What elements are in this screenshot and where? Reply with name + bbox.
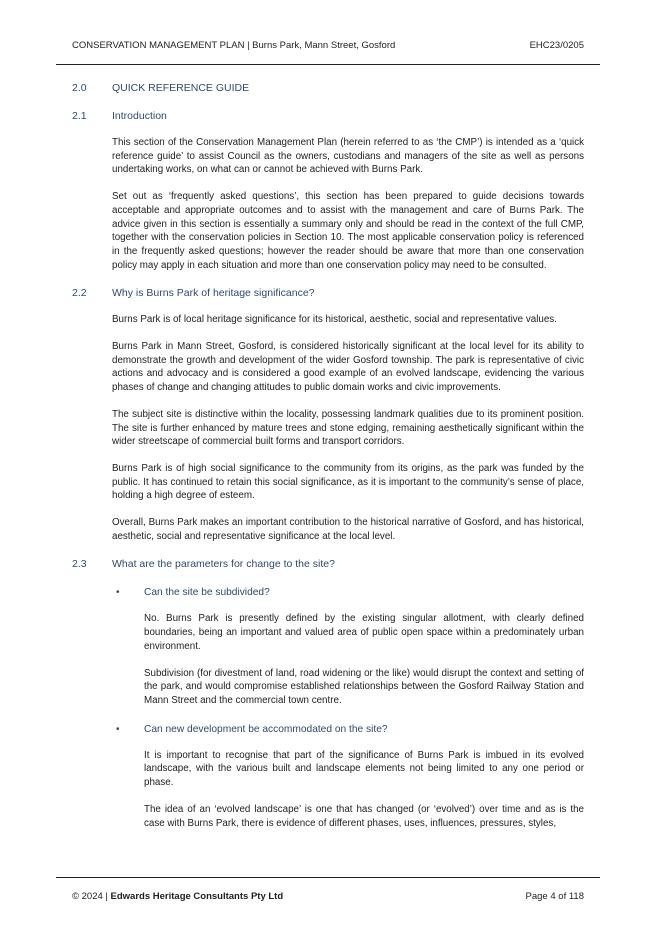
section-number: 2.1 [72, 110, 87, 122]
header-document-title: CONSERVATION MANAGEMENT PLAN | Burns Park, Mann Street, Gosford [72, 40, 396, 51]
section-title: QUICK REFERENCE GUIDE [112, 82, 250, 94]
page-header [72, 40, 584, 51]
faq-question-title: Can the site be subdivided? [144, 587, 270, 599]
section-number: 2.0 [72, 82, 87, 94]
footer-copyright: © 2024 | [72, 891, 108, 902]
section-heading-2-0 [72, 82, 584, 95]
paragraph: Burns Park is of high social significance to the community from its origins, as the park was funded by the public. It has continued to retain this social significance, as it is important to the community’s sense of place, holding a high degree of esteem. [112, 462, 584, 502]
faq-question-subdivision [112, 586, 584, 599]
paragraph: Subdivision (for divestment of land, road widening or the like) would disrupt the context and setting of the park, and would compromise established relationships between the Gosford Railway Station and Mann Street and the commercial town centre. [144, 667, 584, 706]
section-title: What are the parameters for change to the site? [112, 558, 335, 571]
footer-company-name: Edwards Heritage Consultants Pty Ltd [110, 891, 284, 902]
paragraph: Burns Park is of local heritage significance for its historical, aesthetic, social and representative values. [112, 314, 557, 326]
section-heading-2-1 [72, 110, 584, 123]
paragraph: The subject site is distinctive within the locality, possessing landmark qualities due to its prominent position. The site is further enhanced by mature trees and stone edging, remaining aesthetically significant within the wider streetscape of commercial built forms and transport corridors. [112, 408, 584, 448]
page-footer [72, 891, 584, 902]
bullet-marker: • [116, 723, 120, 735]
section-title: Introduction [112, 110, 167, 122]
section-heading-2-3 [72, 558, 584, 571]
page-content [72, 82, 584, 830]
section-number: 2.3 [72, 558, 87, 571]
paragraph: The idea of an ‘evolved landscape’ is one that has changed (or ‘evolved’) over time and as is the case with Burns Park, there is evidence of different phases, uses, influences, pressures, styles, [144, 803, 584, 829]
paragraph: No. Burns Park is presently defined by the existing singular allotment, with clearly defined boundaries, being an important and valued area of public open space within a predominately urban environment. [144, 613, 584, 652]
section-number: 2.2 [72, 287, 87, 300]
header-reference-number: EHC23/0205 [529, 40, 584, 51]
faq-question-title: Can new development be accommodated on the site? [144, 723, 388, 735]
paragraph: Overall, Burns Park makes an important contribution to the historical narrative of Gosford, and has historical, aesthetic, social and representative significance at the local level. [112, 517, 584, 542]
paragraph: Set out as ‘frequently asked questions’, this section has been prepared to guide decisions towards acceptable and appropriate outcomes and to assist with the management and care of Burns Park. The advice given in this section is essentially a summary only and should be read in the context of the full CMP, together with the conservation policies in Section 10. The most applicable conservation policy is referenced in the frequently asked questions; however the reader should be aware that more than one conservation policy may apply in each situation and more than one conservation policy may need to be consulted. [112, 191, 584, 271]
paragraph: This section of the Conservation Management Plan (herein referred to as ‘the CMP’) is intended as a ‘quick reference guide’ to assist Council as the owners, custodians and managers of the site as well as persons undertaking works, on what can or cannot be achieved with Burns Park. [112, 137, 584, 176]
bullet-marker: • [116, 587, 120, 599]
footer-credit [72, 891, 283, 902]
paragraph: Burns Park in Mann Street, Gosford, is considered historically significant at the local level for its ability to demonstrate the growth and development of the wider Gosford township. The park is representative of civic actions and advocacy and is considered a good example of an evolved landscape, evidencing the various phases of change and changing attitudes to public domain works and civic improvements. [112, 341, 584, 394]
paragraph: It is important to recognise that part of the significance of Burns Park is imbued in its evolved landscape, with the various built and landscape elements not being limited to any one period or phase. [144, 749, 584, 789]
header-rule [56, 64, 600, 65]
section-title: Why is Burns Park of heritage significance? [112, 287, 315, 300]
footer-rule [56, 877, 600, 878]
section-heading-2-2 [72, 287, 584, 300]
faq-question-new-development [112, 723, 584, 736]
footer-page-number: Page 4 of 118 [525, 891, 584, 902]
